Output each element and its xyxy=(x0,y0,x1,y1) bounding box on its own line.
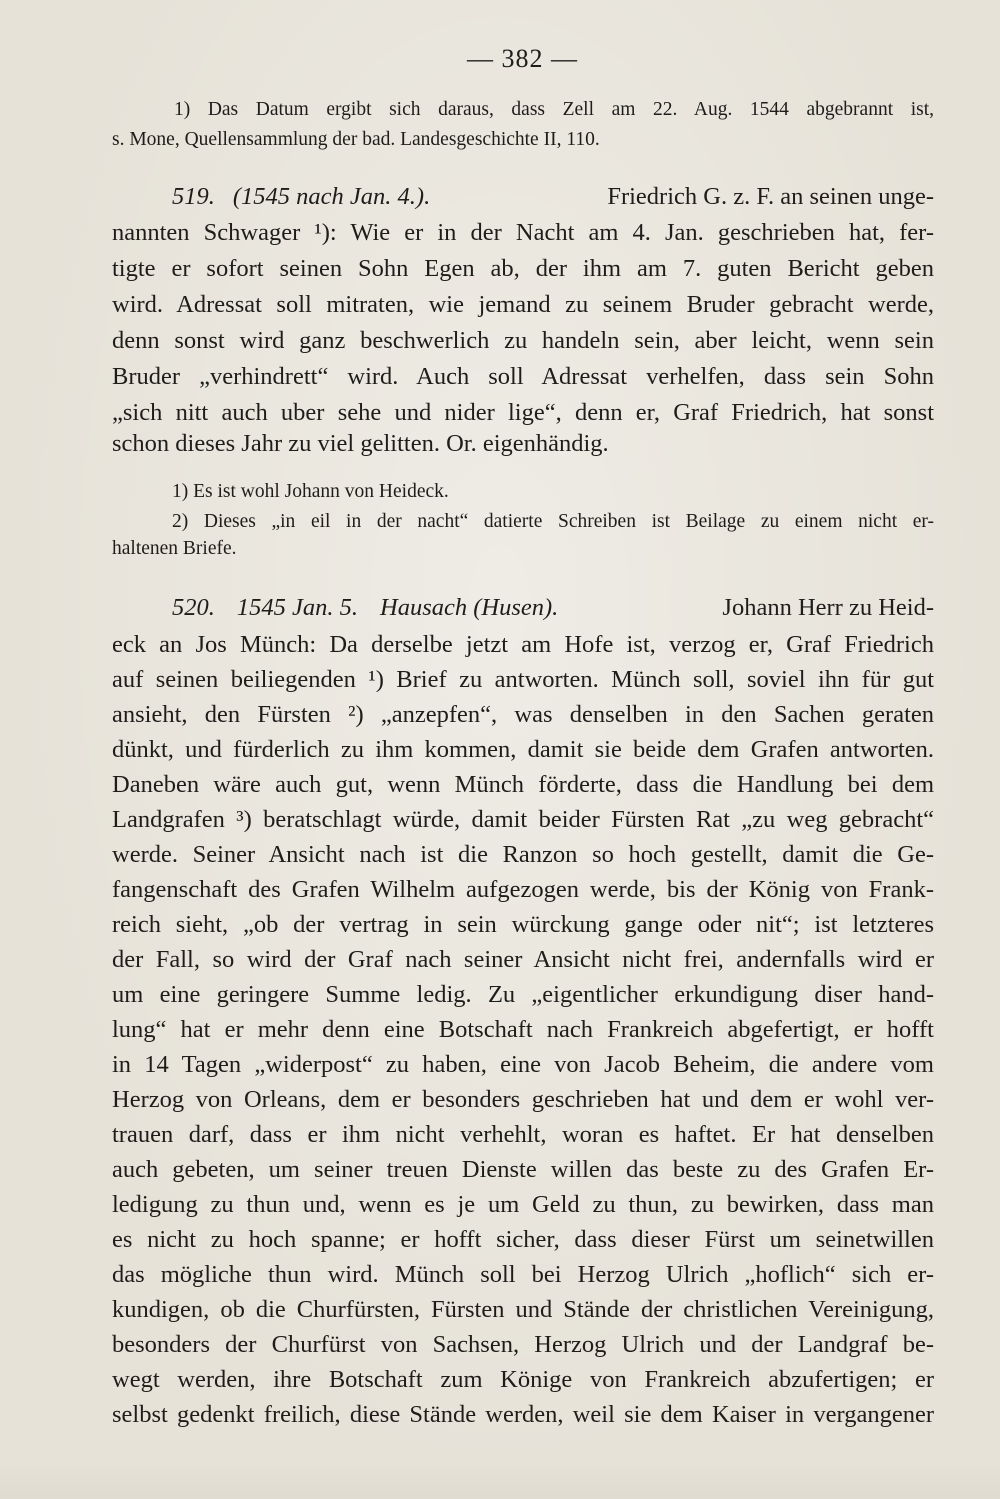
entry-number: 520. xyxy=(172,594,215,621)
top-footnote-line: s. Mone, Quellensammlung der bad. Landesgeschichte II, 110. xyxy=(112,129,600,150)
entry-text-line: Daneben wäre auch gut, wenn Münch förderte, dass die Handlung bei dem xyxy=(112,771,934,798)
top-footnote-line: 1) Das Datum ergibt sich daraus, dass Zell am 22. Aug. 1544 abgebrannt ist, xyxy=(174,99,934,120)
entry-text-line: kundigen, ob die Churfürsten, Fürsten und Stände der christlichen Vereinigung, xyxy=(112,1296,934,1323)
footnote-line: 2) Dieses „in eil in der nacht“ datierte Schreiben ist Beilage zu einem nicht er- xyxy=(172,511,934,532)
entry-text-line: um eine geringere Summe ledig. Zu „eigentlicher erkundigung diser hand- xyxy=(112,981,934,1008)
page-number: — 382 — xyxy=(467,44,578,73)
entry-text-line: Johann Herr zu Heid- xyxy=(722,594,934,621)
entry-text-line: in 14 Tagen „widerpost“ zu haben, eine von Jacob Beheim, die andere vom xyxy=(112,1051,934,1078)
entry-text-line: nannten Schwager ¹): Wie er in der Nacht am 4. Jan. geschrieben hat, fer- xyxy=(112,219,934,246)
footnote-line: 1) Es ist wohl Johann von Heideck. xyxy=(172,481,449,502)
entry-text-line: denn sonst wird ganz beschwerlich zu handeln sein, aber leicht, wenn sein xyxy=(112,327,934,354)
entry-text-line: fangenschaft des Grafen Wilhelm aufgezogen werde, bis der König von Frank- xyxy=(112,876,934,903)
entry-text-line: selbst gedenkt freilich, diese Stände werden, weil sie dem Kaiser in vergangener xyxy=(112,1401,934,1428)
entry-text-line: „sich nitt auch uber sehe und nider lige“, denn er, Graf Friedrich, hat sonst xyxy=(112,399,934,426)
entry-text-line: Herzog von Orleans, dem er besonders geschrieben hat und dem er wohl ver- xyxy=(112,1086,934,1113)
entry-text-line: reich sieht, „ob der vertrag in sein würckung gange oder nit“; ist letzteres xyxy=(112,911,934,938)
entry-heading-520 xyxy=(172,596,934,621)
entry-text-line: trauen darf, dass er ihm nicht verhehlt, woran es haftet. Er hat denselben xyxy=(112,1121,934,1148)
entry-text-line: schon dieses Jahr zu viel gelitten. Or. eigenhändig. xyxy=(112,430,609,457)
entry-text-line: eck an Jos Münch: Da derselbe jetzt am Hofe ist, verzog er, Graf Friedrich xyxy=(112,631,934,658)
entry-text-line: auf seinen beiliegenden ¹) Brief zu antworten. Münch soll, soviel ihn für gut xyxy=(112,666,934,693)
entry-text-line: der Fall, so wird der Graf nach seiner Ansicht nicht frei, andernfalls wird er xyxy=(112,946,934,973)
entry-text-line: werde. Seiner Ansicht nach ist die Ranzon so hoch gestellt, damit die Ge- xyxy=(112,841,934,868)
entry-text-line: ledigung zu thun und, wenn es je um Geld zu thun, zu bewirken, dass man xyxy=(112,1191,934,1218)
entry-text-line: Friedrich G. z. F. an seinen unge- xyxy=(607,183,934,210)
entry-text-line: Bruder „verhindrett“ wird. Auch soll Adressat verhelfen, dass sein Sohn xyxy=(112,363,934,390)
entry-number: 519. xyxy=(172,183,215,210)
entry-text-line: dünkt, und fürderlich zu ihm kommen, damit sie beide dem Grafen antworten. xyxy=(112,736,934,763)
entry-text-line: ansieht, den Fürsten ²) „anzepfen“, was denselben in den Sachen geraten xyxy=(112,701,934,728)
entry-text-line: auch gebeten, um seiner treuen Dienste willen das beste zu des Grafen Er- xyxy=(112,1156,934,1183)
entry-text-line: das mögliche thun wird. Münch soll bei Herzog Ulrich „hoflich“ sich er- xyxy=(112,1261,934,1288)
entry-text-line: besonders der Churfürst von Sachsen, Herzog Ulrich und der Landgraf be- xyxy=(112,1331,934,1358)
entry-text-line: Landgrafen ³) beratschlagt würde, damit beider Fürsten Rat „zu weg gebracht“ xyxy=(112,806,934,833)
page-bottom-shade xyxy=(0,1459,1000,1499)
entry-text-line: wird. Adressat soll mitraten, wie jemand zu seinem Bruder gebracht werde, xyxy=(112,291,934,318)
entry-date: 1545 Jan. 5. xyxy=(236,594,358,621)
entry-place: Hausach (Husen). xyxy=(380,594,559,621)
entry-text-line: lung“ hat er mehr denn eine Botschaft nach Frankreich abgefertigt, er hofft xyxy=(112,1016,934,1043)
entry-heading-519 xyxy=(172,185,934,210)
entry-text-line: es nicht zu hoch spanne; er hofft sicher, dass dieser Fürst um seinetwillen xyxy=(112,1226,934,1253)
entry-text-line: wegt werden, ihre Botschaft zum Könige von Frankreich abzufertigen; er xyxy=(112,1366,934,1393)
entry-date: (1545 nach Jan. 4.). xyxy=(232,183,431,210)
entry-text-line: tigte er sofort seinen Sohn Egen ab, der ihm am 7. guten Bericht geben xyxy=(112,255,934,282)
footnote-line: haltenen Briefe. xyxy=(112,538,237,559)
